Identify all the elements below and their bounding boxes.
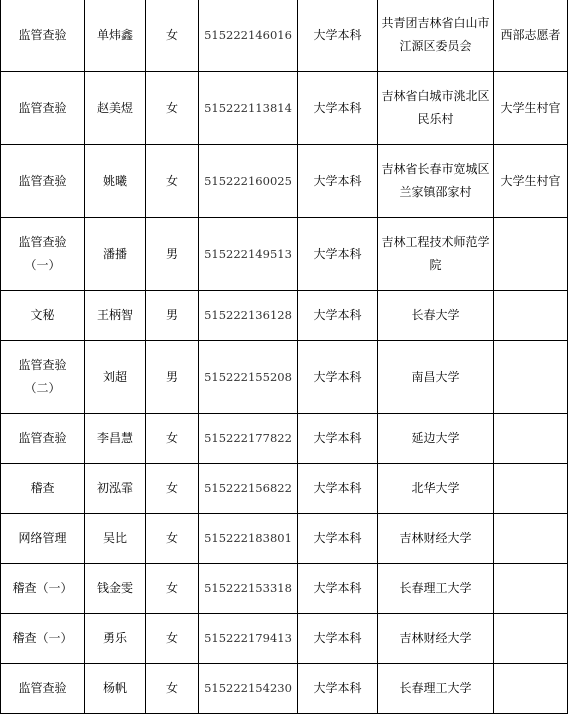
employer-cell: 延边大学 [378, 414, 494, 464]
table-row [1, 341, 568, 414]
remark-cell [494, 664, 568, 714]
gender-cell: 男 [146, 218, 199, 291]
education-cell: 大学本科 [298, 614, 378, 664]
employer-cell: 长春大学 [378, 291, 494, 341]
gender-cell: 女 [146, 0, 199, 72]
remark-cell [494, 341, 568, 414]
table-row [1, 414, 568, 464]
education-cell: 大学本科 [298, 145, 378, 218]
gender-cell: 女 [146, 514, 199, 564]
position-cell: 文秘 [1, 291, 85, 341]
exam-id-cell: 515222154230 [199, 664, 298, 714]
gender-cell: 女 [146, 664, 199, 714]
remark-cell [494, 464, 568, 514]
exam-id-cell: 515222160025 [199, 145, 298, 218]
exam-id-cell: 515222136128 [199, 291, 298, 341]
education-cell: 大学本科 [298, 514, 378, 564]
education-cell: 大学本科 [298, 414, 378, 464]
gender-cell: 女 [146, 145, 199, 218]
position-cell: 监管查验 [1, 145, 85, 218]
position-cell: 稽查 [1, 464, 85, 514]
table-row [1, 564, 568, 614]
exam-id-cell: 515222153318 [199, 564, 298, 614]
employer-cell: 长春理工大学 [378, 664, 494, 714]
gender-cell: 女 [146, 614, 199, 664]
position-cell: 监管查验（二） [1, 341, 85, 414]
name-cell: 吴比 [85, 514, 146, 564]
position-cell: 监管查验 [1, 72, 85, 145]
remark-cell [494, 218, 568, 291]
employer-cell: 北华大学 [378, 464, 494, 514]
education-cell: 大学本科 [298, 464, 378, 514]
position-cell: 监管查验 [1, 664, 85, 714]
table-row [1, 614, 568, 664]
table-body [1, 0, 568, 714]
table-row [1, 218, 568, 291]
gender-cell: 男 [146, 291, 199, 341]
position-cell: 网络管理 [1, 514, 85, 564]
position-cell: 稽查（一） [1, 614, 85, 664]
exam-id-cell: 515222149513 [199, 218, 298, 291]
remark-cell [494, 514, 568, 564]
education-cell: 大学本科 [298, 0, 378, 72]
name-cell: 赵美煜 [85, 72, 146, 145]
exam-id-cell: 515222113814 [199, 72, 298, 145]
position-cell: 稽查（一） [1, 564, 85, 614]
education-cell: 大学本科 [298, 341, 378, 414]
name-cell: 单炜鑫 [85, 0, 146, 72]
gender-cell: 女 [146, 464, 199, 514]
name-cell: 王柄智 [85, 291, 146, 341]
name-cell: 勇乐 [85, 614, 146, 664]
remark-cell: 西部志愿者 [494, 0, 568, 72]
name-cell: 李昌慧 [85, 414, 146, 464]
position-cell: 监管查验 [1, 0, 85, 72]
education-cell: 大学本科 [298, 218, 378, 291]
education-cell: 大学本科 [298, 564, 378, 614]
employer-cell: 吉林省白城市洮北区民乐村 [378, 72, 494, 145]
exam-id-cell: 515222146016 [199, 0, 298, 72]
gender-cell: 女 [146, 414, 199, 464]
name-cell: 初泓霏 [85, 464, 146, 514]
table-row [1, 664, 568, 714]
education-cell: 大学本科 [298, 72, 378, 145]
name-cell: 刘超 [85, 341, 146, 414]
exam-id-cell: 515222179413 [199, 614, 298, 664]
table-row [1, 0, 568, 72]
remark-cell [494, 614, 568, 664]
name-cell: 潘播 [85, 218, 146, 291]
exam-id-cell: 515222155208 [199, 341, 298, 414]
employer-cell: 吉林省长春市宽城区兰家镇邵家村 [378, 145, 494, 218]
remark-cell [494, 414, 568, 464]
employer-cell: 吉林工程技术师范学院 [378, 218, 494, 291]
exam-id-cell: 515222183801 [199, 514, 298, 564]
employer-cell: 吉林财经大学 [378, 614, 494, 664]
employer-cell: 长春理工大学 [378, 564, 494, 614]
education-cell: 大学本科 [298, 291, 378, 341]
exam-id-cell: 515222156822 [199, 464, 298, 514]
employer-cell: 共青团吉林省白山市江源区委员会 [378, 0, 494, 72]
table-row [1, 464, 568, 514]
position-cell: 监管查验（一） [1, 218, 85, 291]
remark-cell [494, 564, 568, 614]
exam-id-cell: 515222177822 [199, 414, 298, 464]
gender-cell: 女 [146, 564, 199, 614]
remark-cell: 大学生村官 [494, 72, 568, 145]
table-row [1, 145, 568, 218]
education-cell: 大学本科 [298, 664, 378, 714]
table-row [1, 291, 568, 341]
name-cell: 钱金雯 [85, 564, 146, 614]
remark-cell: 大学生村官 [494, 145, 568, 218]
name-cell: 姚曦 [85, 145, 146, 218]
employer-cell: 吉林财经大学 [378, 514, 494, 564]
employer-cell: 南昌大学 [378, 341, 494, 414]
table-row [1, 72, 568, 145]
table-row [1, 514, 568, 564]
remark-cell [494, 291, 568, 341]
gender-cell: 女 [146, 72, 199, 145]
position-cell: 监管查验 [1, 414, 85, 464]
gender-cell: 男 [146, 341, 199, 414]
name-cell: 杨帆 [85, 664, 146, 714]
